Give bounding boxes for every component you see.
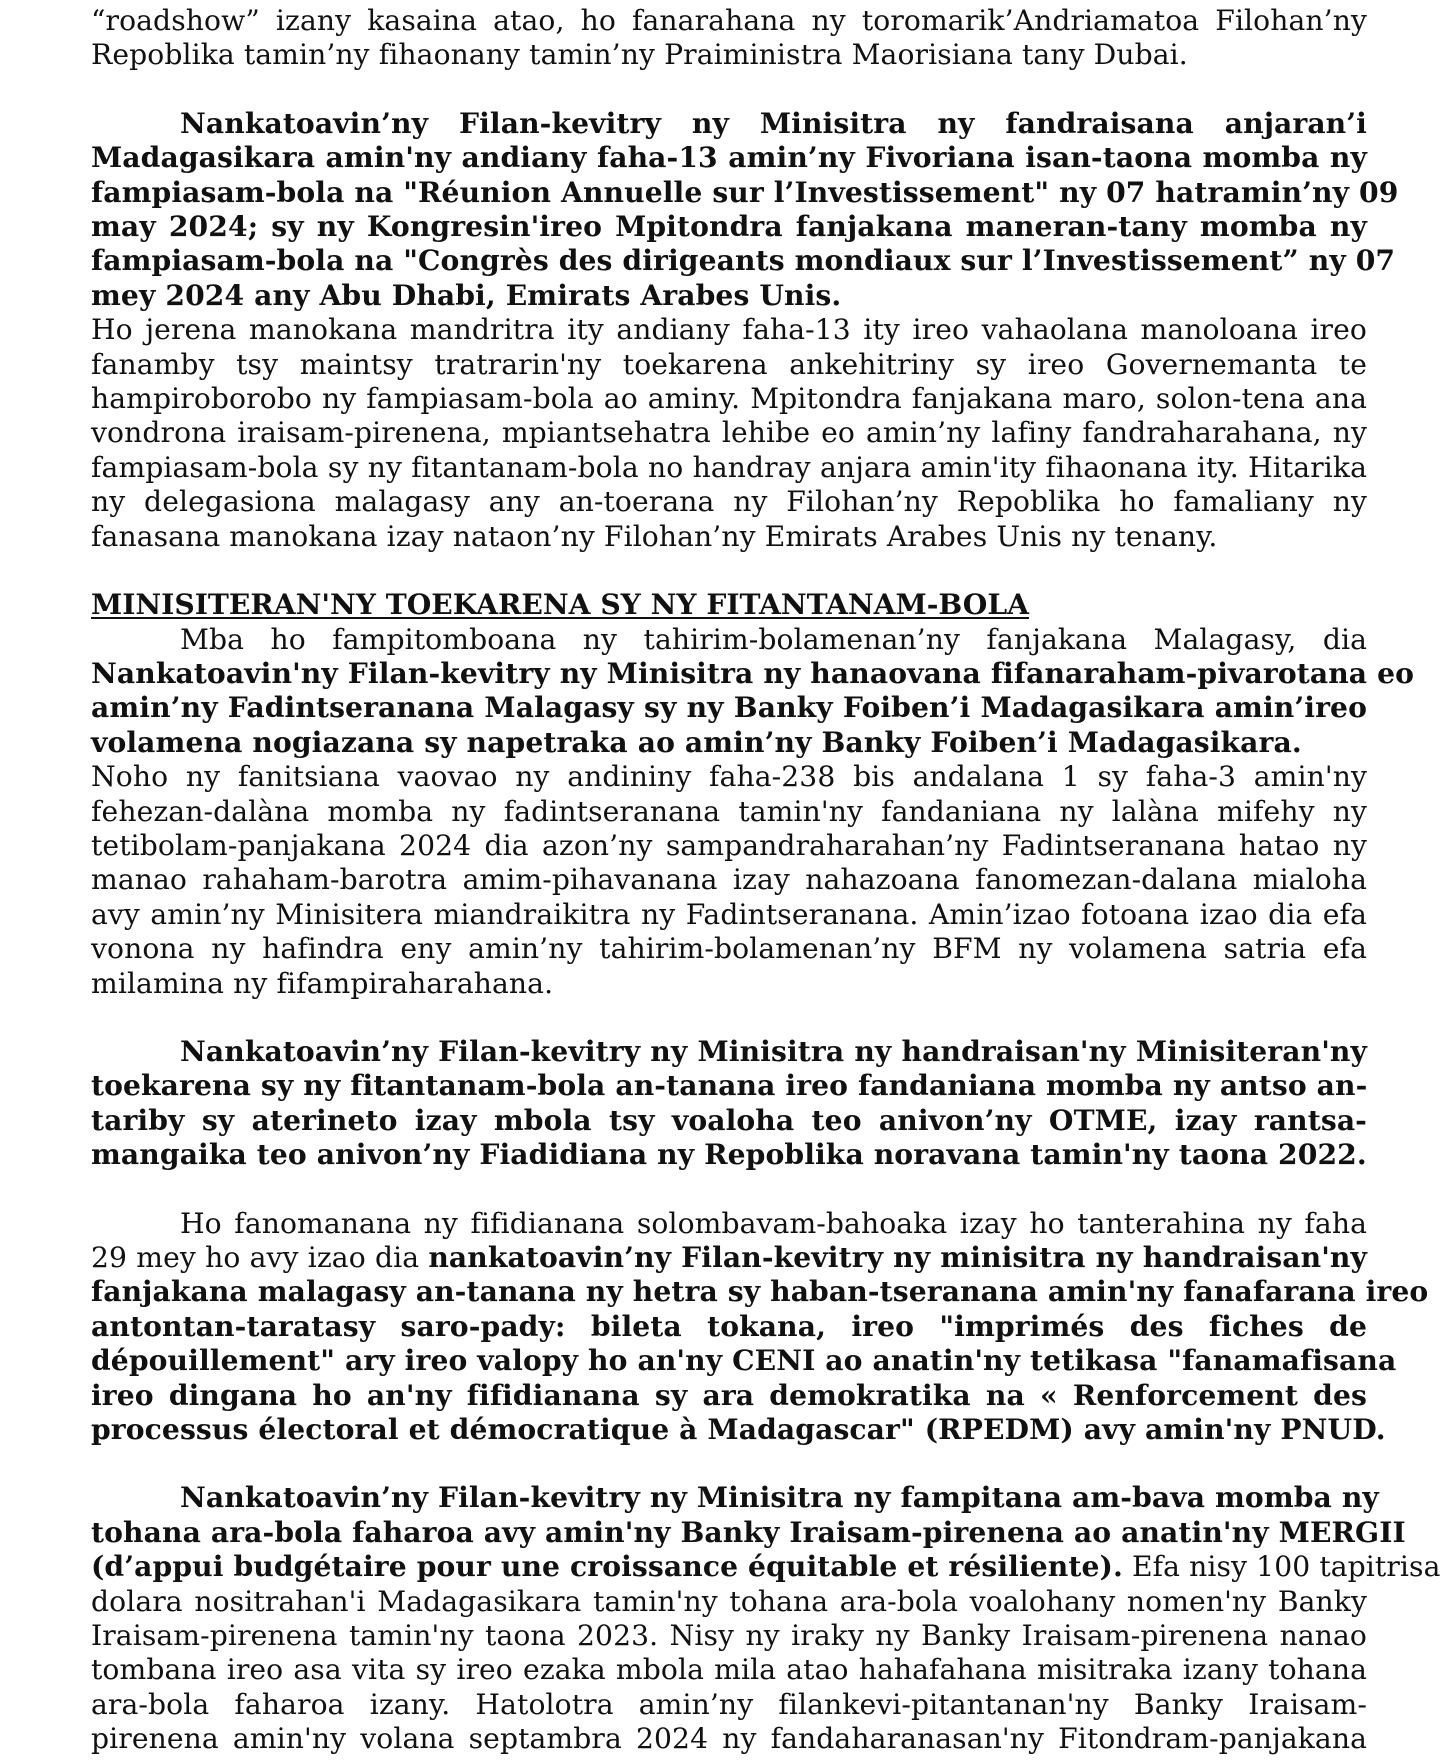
text-line: ny delegasiona malagasy any an-toerana ny Filohan’ny Repoblika ho famaliany ny	[91, 485, 1367, 519]
paragraph-gap	[91, 1001, 1367, 1035]
text-line: vonona ny hafindra eny amin’ny tahirim-bolamenan’ny BFM ny volamena satria efa	[91, 932, 1367, 966]
paragraph-customs-law	[91, 760, 1367, 1001]
text-line: tariby sy aterineto izay mbola tsy voaloha teo anivon’ny OTME, izay rantsa-	[91, 1103, 1367, 1137]
text-line	[91, 1241, 1367, 1275]
text-line: hampiroborobo ny fampiasam-bola ao aminy. Mpitondra fanjakana maro, solon-tena ana	[91, 382, 1367, 416]
text-line: volamena nogiazana sy napetraka ao amin’ny Banky Foiben’i Madagasikara.	[91, 725, 1302, 759]
text-line: “roadshow” izany kasaina atao, ho fanarahana ny toromarik’Andriamatoa Filohan’ny	[91, 4, 1367, 37]
text-run-bold: nankatoavin’ny Filan-kevitry ny minisitra ny handraisan'ny	[428, 1241, 1367, 1274]
text-line: fampiasam-bola na "Réunion Annuelle sur l’Investissement" ny 07 hatramin’ny 09	[91, 175, 1399, 209]
text-line: amin’ny Fadintseranana Malagasy sy ny Banky Foiben’i Madagasikara amin’ireo	[91, 691, 1367, 725]
text-line: ireo dingana ho an'ny fifidianana sy ara demokratika na « Renforcement des	[91, 1378, 1367, 1412]
text-line: avy amin’ny Minisitera miandraikitra ny Fadintseranana. Amin’izao fotoana izao dia efa	[91, 897, 1367, 931]
text-line: fampiasam-bola na "Congrès des dirigeants mondiaux sur l’Investissement” ny 07	[91, 244, 1396, 278]
text-line: fampiasam-bola sy ny fitantanam-bola no handray anjara amin'ity fihaonana ity. Hitarika	[91, 450, 1367, 484]
paragraph-world-bank	[91, 1481, 1441, 1756]
text-line: tombana ireo asa vita sy ireo ezaka mbola mila atao hahafahana misitraka izany tohana	[91, 1653, 1367, 1687]
text-line: manao rahaham-barotra amim-pihavanana izay nahazoana fanomezan-dalana mialoha	[91, 863, 1367, 897]
text-line: tohana ara-bola faharoa avy amin'ny Banky Iraisam-pirenena ao anatin'ny MERGII	[91, 1515, 1406, 1549]
text-line: Mba ho fampitomboana ny tahirim-bolamenan’ny fanjakana Malagasy, dia	[180, 622, 1367, 656]
text-run: 29 mey ho avy izao dia	[91, 1241, 429, 1274]
text-line: Madagasikara amin'ny andiany faha-13 amin’ny Fivoriana isan-taona momba ny	[91, 141, 1367, 175]
text-line: antontan-taratasy saro-pady: bileta tokana, ireo "imprimés des fiches de	[91, 1309, 1367, 1343]
text-line: Ho jerena manokana mandritra ity andiany faha-13 ity ireo vahaolana manoloana ireo	[91, 313, 1367, 347]
text-line: Nankatoavin’ny Filan-kevitry ny Minisitra ny fandraisana anjaran’i	[180, 106, 1367, 140]
text-line: fehezan-dalàna momba ny fadintseranana tamin'ny fandaniana ny lalàna mifehy ny	[91, 794, 1367, 828]
text-line: may 2024; sy ny Kongresin'ireo Mpitondra fanjakana maneran-tany momba ny	[91, 210, 1367, 244]
text-line: tetibolam-panjakana 2024 dia azon’ny sampandraharahan’ny Fadintseranana hatao ny	[91, 828, 1367, 862]
text-line: Repoblika tamin’ny fihaonany tamin’ny Praiministra Maorisiana tany Dubai.	[91, 38, 1188, 72]
text-line: fanasana manokana izay nataon’ny Filohan’ny Emirats Arabes Unis ny tenany.	[91, 519, 1218, 553]
text-line: Noho ny fanitsiana vaovao ny andininy faha-238 bis andalana 1 sy faha-3 amin'ny	[91, 760, 1367, 794]
section-heading: MINISITERAN'NY TOEKARENA SY NY FITANTANAM-BOLA	[91, 588, 1030, 622]
paragraph-gap	[91, 73, 1367, 107]
text-run-bold: (d’appui budgétaire pour une croissance équitable et résiliente).	[91, 1550, 1123, 1584]
text-line: Nankatoavin’ny Filan-kevitry ny Minisitra ny fampitana am-bava momba ny	[180, 1481, 1379, 1515]
text-line: dolara nositrahan'i Madagasikara tamin'ny tohana ara-bola voalohany nomen'ny Banky	[91, 1584, 1367, 1618]
paragraph-intro	[91, 4, 1367, 73]
text-line: dépouillement" ary ireo valopy ho an'ny CENI ao anatin'ny tetikasa "fanamafisana	[91, 1344, 1397, 1378]
paragraph-decision-otme	[91, 1035, 1367, 1173]
text-line	[91, 1550, 1441, 1584]
text-line: processus électoral et démocratique à Madagascar" (RPEDM) avy amin'ny PNUD.	[91, 1413, 1386, 1447]
text-line: ara-bola faharoa izany. Hatolotra amin’ny filankevi-pitantanan'ny Banky Iraisam-	[91, 1687, 1367, 1721]
text-line: pirenena amin'ny volana septambra 2024 ny fandaharanasan'ny Fitondram-panjakana	[91, 1722, 1367, 1756]
text-line: Nankatoavin'ny Filan-kevitry ny Minisitra ny hanaovana fifanaraham-pivarotana eo	[91, 656, 1415, 690]
paragraph-elections	[91, 1206, 1429, 1448]
paragraph-gold-reserves	[91, 622, 1415, 761]
text-line: Nankatoavin’ny Filan-kevitry ny Minisitra ny handraisan'ny Minisiteran'ny	[180, 1034, 1367, 1068]
paragraph-decision-investment	[91, 106, 1399, 313]
text-line: mey 2024 any Abu Dhabi, Emirats Arabes Unis.	[91, 278, 842, 312]
text-line: toekarena sy ny fitantanam-bola an-tanana ireo fandaniana momba ny antso an-	[91, 1069, 1368, 1103]
text-line: vondrona iraisam-pirenena, mpiantsehatra lehibe eo amin’ny lafiny fandraharahana, ny	[91, 416, 1367, 450]
paragraph-gap	[91, 1173, 1367, 1207]
paragraph-gap	[91, 554, 1367, 588]
text-line: Iraisam-pirenena tamin'ny taona 2023. Nisy ny iraky ny Banky Iraisam-pirenena nanao	[91, 1619, 1367, 1653]
text-line: fanjakana malagasy an-tanana ny hetra sy haban-tseranana amin'ny fanafarana ireo	[91, 1275, 1429, 1309]
text-line: Ho fanomanana ny fifidianana solombavam-bahoaka izay ho tanterahina ny faha	[180, 1206, 1367, 1240]
text-line: milamina ny fifampiraharahana.	[91, 966, 554, 1000]
text-line: fanamby tsy maintsy tratrarin'ny toekarena ankehitriny sy ireo Governemanta te	[91, 347, 1367, 381]
text-run: Efa nisy 100 tapitrisa	[1122, 1550, 1441, 1584]
paragraph-investment-details	[91, 313, 1367, 554]
text-line: mangaika teo anivon’ny Fiadidiana ny Repoblika noravana tamin'ny taona 2022.	[91, 1138, 1367, 1172]
paragraph-gap	[91, 1447, 1367, 1481]
